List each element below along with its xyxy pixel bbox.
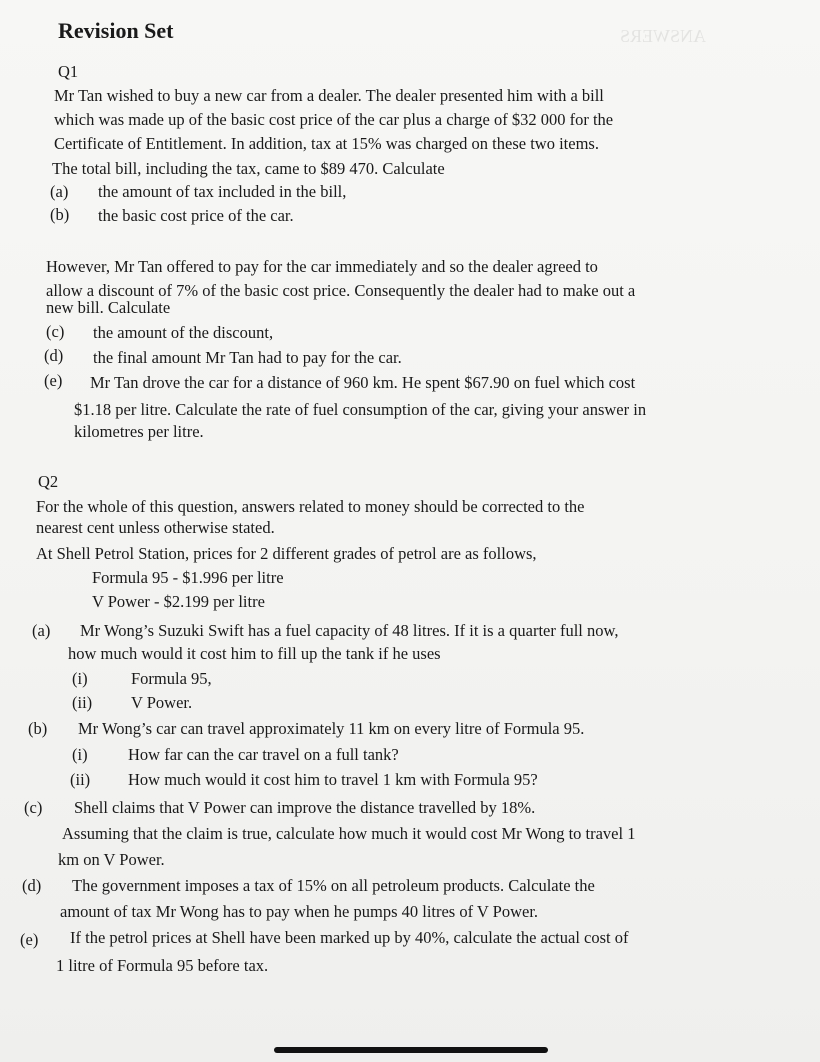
q2-intro-line: nearest cent unless otherwise stated. xyxy=(36,518,275,537)
q1-intro-line: Mr Tan wished to buy a new car from a dealer. The dealer presented him with a bill xyxy=(54,86,604,105)
q2c-line: km on V Power. xyxy=(58,850,165,869)
q1e-line: Mr Tan drove the car for a distance of 960 km. He spent $67.90 on fuel which cost xyxy=(90,373,636,392)
q2e-line: 1 litre of Formula 95 before tax. xyxy=(56,956,269,975)
q2-intro-line: At Shell Petrol Station, prices for 2 different grades of petrol are as follows, xyxy=(36,544,537,563)
price-vpower: V Power - $2.199 per litre xyxy=(92,592,265,611)
q1e-line: kilometres per litre. xyxy=(74,422,204,441)
q1b-label: (b) xyxy=(50,205,70,224)
q2a-i-label: (i) xyxy=(72,669,88,688)
q1-middle-line: new bill. Calculate xyxy=(46,298,171,317)
q2a-ii-label: (ii) xyxy=(72,693,93,712)
q2c-line: Shell claims that V Power can improve the distance travelled by 18%. xyxy=(74,798,536,817)
q2a-ii-text: V Power. xyxy=(131,693,193,712)
q2b-i-label: (i) xyxy=(72,745,88,764)
q1c-text: the amount of the discount, xyxy=(93,323,274,342)
q2b-i-text: How far can the car travel on a full tank? xyxy=(128,745,399,764)
q2d-label: (d) xyxy=(22,876,42,895)
q2b-text: Mr Wong’s car can travel approximately 11 km on every litre of Formula 95. xyxy=(78,719,585,738)
q1d-text: the final amount Mr Tan had to pay for the car. xyxy=(93,348,402,367)
q1-middle-line: allow a discount of 7% of the basic cost price. Consequently the dealer had to make out a xyxy=(46,281,636,300)
q2b-ii-label: (ii) xyxy=(70,770,91,789)
q1c-label: (c) xyxy=(46,322,65,341)
q2a-line: Mr Wong’s Suzuki Swift has a fuel capacity of 48 litres. If it is a quarter full now, xyxy=(80,621,619,640)
q2d-line: The government imposes a tax of 15% on all petroleum products. Calculate the xyxy=(72,876,595,895)
q2e-line: If the petrol prices at Shell have been marked up by 40%, calculate the actual cost of xyxy=(70,928,629,947)
q2c-label: (c) xyxy=(24,798,43,817)
q2-label: Q2 xyxy=(38,472,59,491)
q1e-line: $1.18 per litre. Calculate the rate of fuel consumption of the car, giving your answer in xyxy=(74,400,647,419)
q1a-text: the amount of tax included in the bill, xyxy=(98,182,347,201)
q1-middle-line: However, Mr Tan offered to pay for the car immediately and so the dealer agreed to xyxy=(46,257,598,276)
q2c-line: Assuming that the claim is true, calculate how much it would cost Mr Wong to travel 1 xyxy=(62,824,636,843)
q2a-line: how much would it cost him to fill up the tank if he uses xyxy=(68,644,441,663)
home-indicator[interactable] xyxy=(274,1047,548,1053)
q1-intro-line: which was made up of the basic cost price of the car plus a charge of $32 000 for the xyxy=(54,110,614,129)
q2-intro-line: For the whole of this question, answers related to money should be corrected to the xyxy=(36,497,585,516)
q2a-i-text: Formula 95, xyxy=(131,669,212,688)
q1-intro-line: The total bill, including the tax, came to $89 470. Calculate xyxy=(52,159,445,178)
q1e-label: (e) xyxy=(44,371,63,390)
q2a-label: (a) xyxy=(32,621,51,640)
page-title: Revision Set xyxy=(58,18,174,43)
q1b-text: the basic cost price of the car. xyxy=(98,206,294,225)
q1d-label: (d) xyxy=(44,346,64,365)
q1-intro-line: Certificate of Entitlement. In addition, tax at 15% was charged on these two items. xyxy=(54,134,599,153)
q2b-label: (b) xyxy=(28,719,48,738)
q1-label: Q1 xyxy=(58,62,79,81)
q2e-label: (e) xyxy=(20,930,39,949)
q2d-line: amount of tax Mr Wong has to pay when he pumps 40 litres of V Power. xyxy=(60,902,539,921)
price-formula95: Formula 95 - $1.996 per litre xyxy=(92,568,284,587)
q2b-ii-text: How much would it cost him to travel 1 km with Formula 95? xyxy=(128,770,538,789)
bleed-through-text: ANSWERS xyxy=(620,26,707,46)
q1a-label: (a) xyxy=(50,182,69,201)
